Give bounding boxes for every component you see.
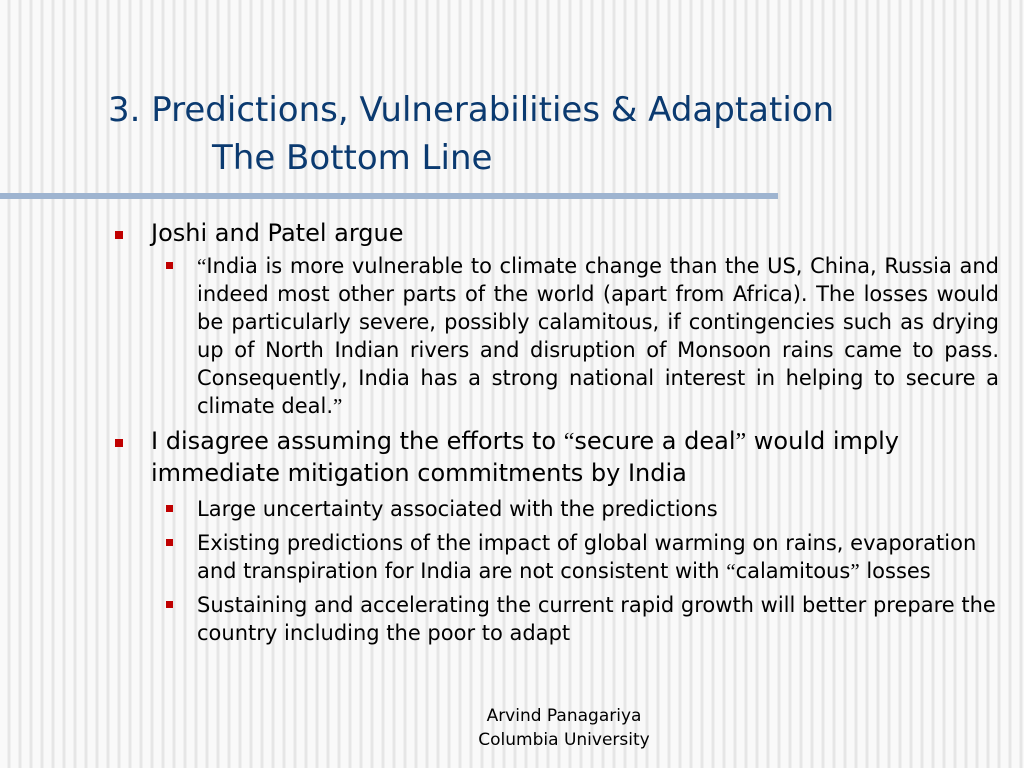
open-quote: “	[726, 559, 736, 583]
sub-bullet-text: Sustaining and accelerating the current rapid growth will better prepare the country including the poor to adapt	[197, 593, 996, 645]
bullet-quoted-text: secure a deal	[574, 427, 736, 455]
sub-bullet-predictions	[197, 529, 999, 585]
square-bullet-icon	[115, 231, 123, 239]
sub-bullet-quoted-text: calamitous	[735, 559, 851, 583]
slide-body	[0, 218, 1024, 647]
open-quote: “	[197, 254, 207, 278]
square-bullet-icon	[166, 505, 173, 512]
square-bullet-icon	[115, 439, 123, 447]
slide-title-line-2: The Bottom Line	[212, 138, 493, 178]
bullet-joshi-patel	[151, 218, 971, 249]
sub-bullet-growth	[197, 591, 999, 647]
slide-footer	[420, 704, 708, 752]
open-quote: “	[563, 429, 575, 455]
sub-bullet-text-before: Existing predictions of the impact of global warming on rains, evaporation and transpiration for India are not consistent with	[197, 531, 977, 583]
slide-title	[108, 86, 834, 182]
title-divider	[0, 193, 778, 199]
sub-bullet-text: Large uncertainty associated with the predictions	[197, 497, 718, 521]
footer-affiliation: Columbia University	[478, 730, 650, 750]
slide-title-line-1: 3. Predictions, Vulnerabilities & Adaptation	[108, 90, 835, 130]
sub-bullet-uncertainty	[197, 495, 999, 523]
close-quote: ”	[735, 429, 747, 455]
quote-text: India is more vulnerable to climate change than the US, China, Russia and indeed most other parts of the world (apart from Africa). The losses would be particularly severe, possibly calamitous, if contingencies such as drying up of North Indian rivers and disruption of Monsoon rains came to pass. Consequently, India has a strong national interest in helping to secure a climate deal.	[197, 254, 999, 418]
sub-bullet-text-after: losses	[859, 559, 931, 583]
bullet-text: Joshi and Patel argue	[151, 219, 404, 247]
bullet-text-after: would imply immediate mitigation commitments by India	[151, 427, 900, 487]
close-quote: ”	[333, 394, 343, 418]
square-bullet-icon	[166, 601, 173, 608]
footer-author: Arvind Panagariya	[486, 706, 642, 726]
square-bullet-icon	[166, 262, 173, 269]
square-bullet-icon	[166, 539, 173, 546]
close-quote: ”	[850, 559, 860, 583]
sub-bullet-quote	[197, 252, 999, 420]
bullet-disagree	[151, 426, 971, 489]
bullet-text-before: I disagree assuming the efforts to	[151, 427, 564, 455]
